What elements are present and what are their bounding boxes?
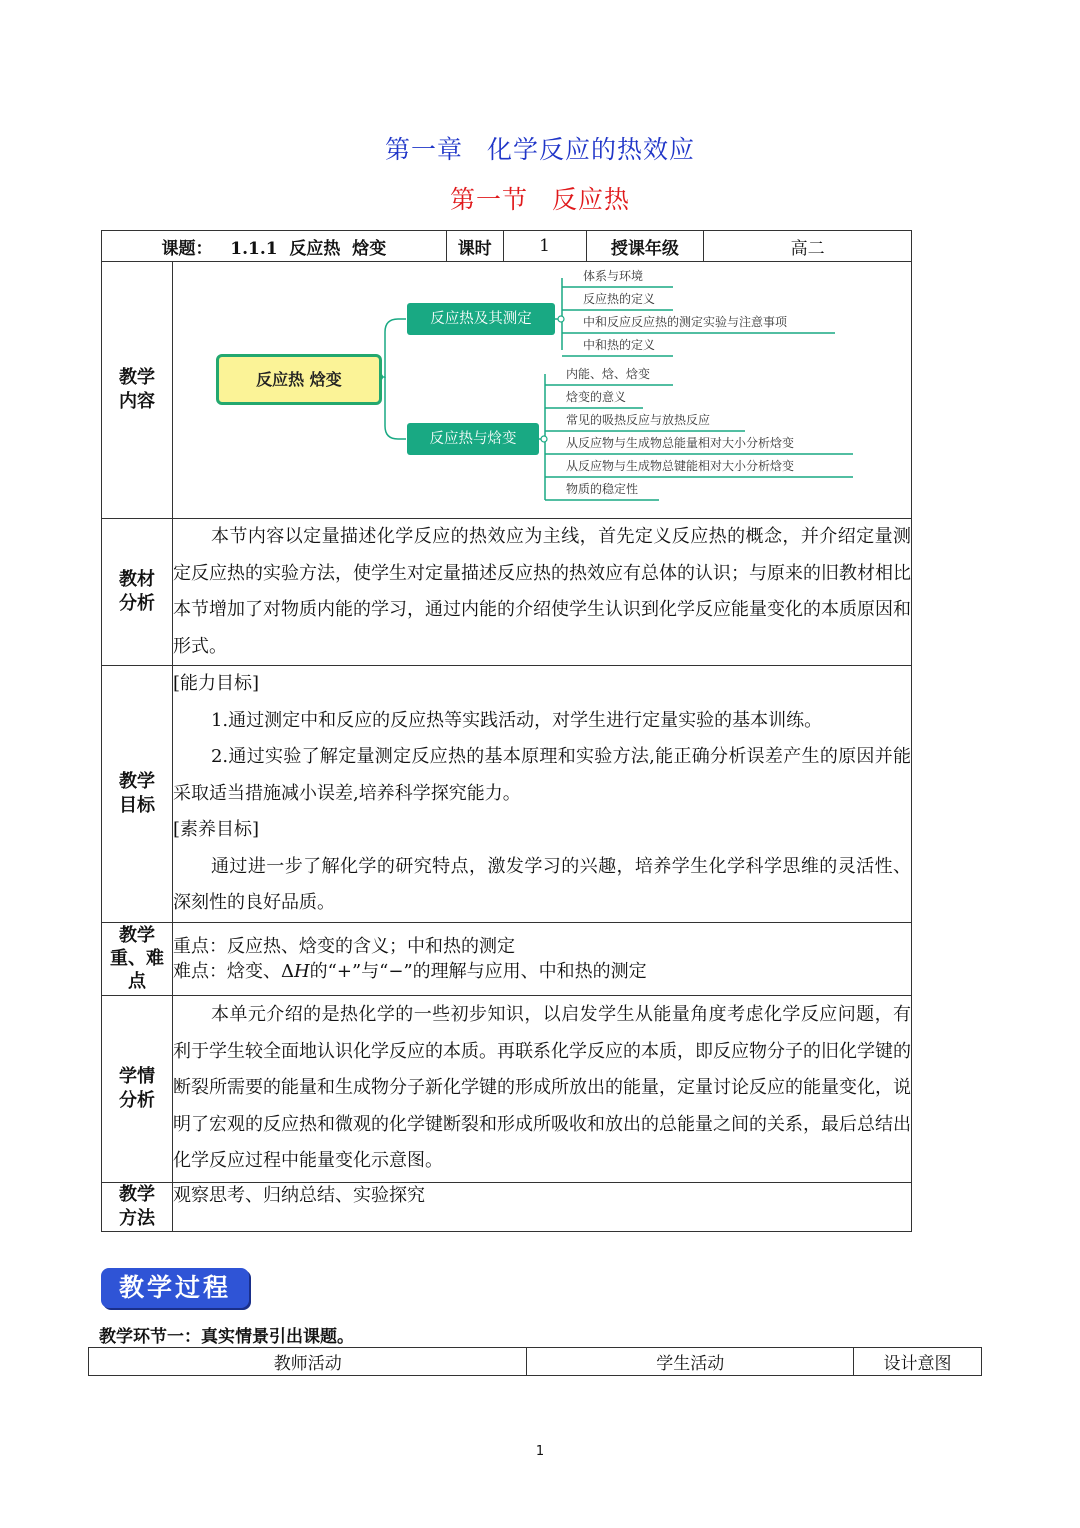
objectives-row-label	[102, 666, 173, 923]
learner-row	[102, 995, 912, 1182]
topic-label: 课题：	[161, 238, 213, 259]
delta-h-variable: H	[293, 960, 310, 982]
mindmap-leaf: 常见的吸热反应与放热反应	[565, 413, 710, 427]
content-row-label	[102, 262, 173, 519]
materials-row	[102, 519, 912, 666]
mindmap-leaf: 中和热的定义	[582, 338, 655, 352]
materials-text: 本节内容以定量描述化学反应的热效应为主线，首先定义反应热的概念，并介绍定量测定反应热的实验方法，使学生对定量描述反应热的热效应有总体的认识；与原来的旧教材相比本节增加了对物质内能的学习，通过内能的介绍使学生认识到化学反应能量变化的本质原因和形式。	[172, 526, 911, 657]
mindmap-leaf: 中和反应反应热的测定实验与注意事项	[582, 315, 787, 329]
methods-row	[102, 1182, 912, 1231]
col-student-activity: 学生活动	[527, 1348, 854, 1376]
topic-cell	[102, 231, 447, 262]
process-table	[88, 1347, 982, 1376]
materials-cell	[172, 519, 911, 666]
mindmap-leaf: 从反应物与生成物总键能相对大小分析焓变	[565, 459, 794, 473]
objectives-cell	[172, 666, 911, 923]
learner-row-label	[102, 995, 173, 1182]
keypoints-row-label	[102, 922, 173, 995]
chapter-title	[0, 130, 1080, 166]
learner-cell	[172, 995, 911, 1182]
grade-value: 高二	[704, 231, 912, 262]
ability-heading: [能力目标]	[172, 673, 260, 694]
ability-objective-2: 2.通过实验了解定量测定反应热的基本原理和实验方法,能正确分析误差产生的原因并能采取适当措施减小误差,培养科学探究能力。	[172, 746, 911, 804]
hours-value: 1	[503, 231, 586, 262]
mindmap-branch-enthalpy: 反应热与焓变	[407, 423, 539, 455]
objectives-row	[102, 666, 912, 923]
hours-label: 课时	[446, 231, 503, 262]
mindmap-root: 反应热 焓变	[216, 354, 382, 405]
grade-label: 授课年级	[586, 231, 704, 262]
section-label: 第一节	[449, 185, 528, 214]
content-label-text: 教学 内容	[118, 367, 155, 412]
keypoints-label-text: 教学 重、难 点	[109, 925, 164, 992]
difficult-suffix: 的“+”与“−”的理解与应用、中和热的测定	[309, 960, 647, 982]
mindmap	[173, 262, 911, 518]
literacy-heading: [素养目标]	[172, 819, 260, 840]
col-design-intent: 设计意图	[854, 1348, 982, 1376]
learner-text: 本单元介绍的是热化学的一些初步知识，以启发学生从能量角度考虑化学反应问题，有利于学生较全面地认识化学反应的本质。再联系化学反应的本质，即反应物分子的旧化学键的断裂所需要的能量和生成物分子新化学键的形成所放出的能量，定量讨论反应的能量变化，说明了宏观的反应热和微观的化学键断裂和形成所吸收和放出的总能量之间的关系，最后总结出化学反应过程中能量变化示意图。	[172, 1004, 911, 1172]
step-title: 教学环节一：真实情景引出课题。	[99, 1327, 354, 1347]
section-name: 反应热	[552, 185, 631, 214]
methods-cell	[172, 1182, 911, 1231]
header-row	[102, 231, 912, 262]
topic-value: 1.1.1 反应热 焓变	[230, 238, 387, 259]
materials-row-label	[102, 519, 173, 666]
mindmap-leaf: 从反应物与生成物总能量相对大小分析焓变	[565, 436, 794, 450]
chapter-label: 第一章	[384, 135, 463, 164]
learner-label-text: 学情 分析	[118, 1065, 155, 1111]
page-number: 1	[535, 1444, 545, 1459]
mindmap-leaf: 反应热的定义	[582, 292, 655, 306]
section-title	[0, 180, 1080, 216]
mindmap-leaf: 物质的稳定性	[565, 482, 638, 496]
chapter-name: 化学反应的热效应	[487, 135, 696, 164]
mindmap-cell	[172, 262, 911, 519]
ability-objective-1: 1.通过测定中和反应的反应热等实践活动，对学生进行定量实验的基本训练。	[210, 709, 823, 731]
lesson-plan-table	[101, 230, 912, 1232]
keypoints-row	[102, 922, 912, 995]
mindmap-leaf: 焓变的意义	[565, 390, 626, 404]
literacy-objective-1: 通过进一步了解化学的研究特点，激发学习的兴趣，培养学生化学科学思维的灵活性、深刻性的良好品质。	[172, 855, 911, 913]
difficult-point	[173, 959, 911, 984]
col-teacher-activity: 教师活动	[89, 1348, 527, 1376]
mindmap-branch-measurement: 反应热及其测定	[407, 303, 555, 335]
difficult-prefix: 难点：焓变、Δ	[172, 960, 294, 982]
objectives-label-text: 教学 目标	[118, 770, 155, 816]
teaching-process-badge: 教学过程	[101, 1268, 249, 1308]
process-header-row	[89, 1348, 982, 1376]
content-row	[102, 262, 912, 519]
methods-text: 观察思考、归纳总结、实验探究	[172, 1184, 425, 1206]
methods-label-text: 教学 方法	[118, 1183, 155, 1229]
materials-label-text: 教材 分析	[118, 569, 155, 614]
mindmap-leaf: 体系与环境	[582, 269, 643, 283]
mindmap-leaf: 内能、焓、焓变	[565, 367, 650, 381]
methods-row-label	[102, 1182, 173, 1231]
keypoints-cell	[172, 922, 911, 995]
key-point: 重点：反应热、焓变的含义；中和热的测定	[172, 935, 515, 957]
